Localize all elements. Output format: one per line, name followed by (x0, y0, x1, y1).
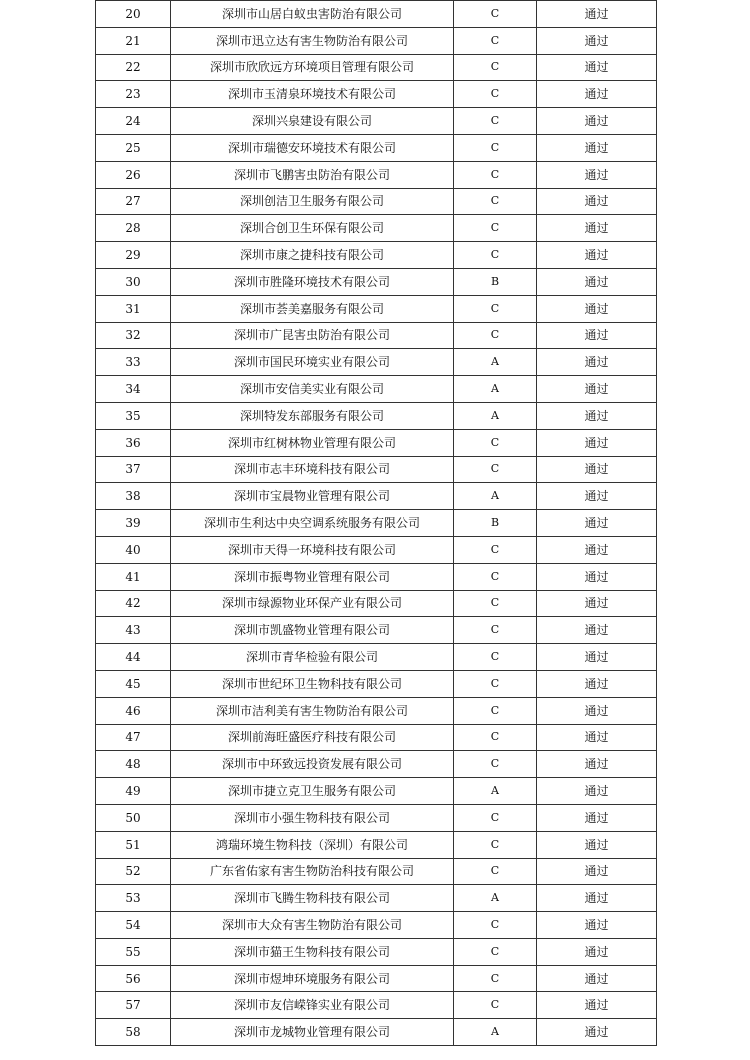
company-name-cell: 深圳市生利达中央空调系统服务有限公司 (171, 510, 454, 537)
company-name-cell: 深圳市国民环境实业有限公司 (171, 349, 454, 376)
row-number-cell: 24 (96, 108, 171, 135)
grade-cell: C (454, 536, 537, 563)
row-number-cell: 39 (96, 510, 171, 537)
row-number-cell: 27 (96, 188, 171, 215)
row-number-cell: 28 (96, 215, 171, 242)
grade-cell: A (454, 483, 537, 510)
grade-cell: C (454, 670, 537, 697)
result-cell: 通过 (537, 885, 657, 912)
grade-cell: C (454, 912, 537, 939)
grade-cell: C (454, 965, 537, 992)
grade-cell: C (454, 108, 537, 135)
result-cell: 通过 (537, 456, 657, 483)
result-cell: 通过 (537, 1019, 657, 1046)
result-cell: 通过 (537, 912, 657, 939)
grade-cell: C (454, 295, 537, 322)
table-row (96, 885, 657, 912)
company-name-cell: 深圳市龙城物业管理有限公司 (171, 1019, 454, 1046)
result-cell: 通过 (537, 670, 657, 697)
grade-cell: B (454, 510, 537, 537)
grade-cell: C (454, 456, 537, 483)
table-row (96, 215, 657, 242)
grade-cell: C (454, 188, 537, 215)
table-row (96, 429, 657, 456)
grade-cell: C (454, 617, 537, 644)
row-number-cell: 48 (96, 751, 171, 778)
result-cell: 通过 (537, 483, 657, 510)
company-name-cell: 深圳市广昆害虫防治有限公司 (171, 322, 454, 349)
company-name-cell: 深圳市志丰环境科技有限公司 (171, 456, 454, 483)
grade-cell: C (454, 161, 537, 188)
company-name-cell: 深圳市振粤物业管理有限公司 (171, 563, 454, 590)
row-number-cell: 22 (96, 54, 171, 81)
table-row (96, 322, 657, 349)
result-cell: 通过 (537, 563, 657, 590)
grade-cell: C (454, 724, 537, 751)
result-cell: 通过 (537, 965, 657, 992)
company-name-cell: 深圳市飞鹏害虫防治有限公司 (171, 161, 454, 188)
grade-cell: B (454, 268, 537, 295)
company-name-cell: 深圳兴泉建设有限公司 (171, 108, 454, 135)
table-row (96, 456, 657, 483)
grade-cell: A (454, 778, 537, 805)
result-cell: 通过 (537, 938, 657, 965)
table-row (96, 161, 657, 188)
table-row (96, 268, 657, 295)
result-cell: 通过 (537, 349, 657, 376)
table-row (96, 134, 657, 161)
company-name-cell: 深圳合创卫生环保有限公司 (171, 215, 454, 242)
grade-cell: C (454, 27, 537, 54)
result-cell: 通过 (537, 858, 657, 885)
company-name-cell: 深圳市世纪环卫生物科技有限公司 (171, 670, 454, 697)
grade-cell: C (454, 563, 537, 590)
row-number-cell: 35 (96, 402, 171, 429)
result-cell: 通过 (537, 751, 657, 778)
grade-cell: A (454, 1019, 537, 1046)
row-number-cell: 23 (96, 81, 171, 108)
grade-cell: C (454, 54, 537, 81)
grade-cell: C (454, 697, 537, 724)
row-number-cell: 49 (96, 778, 171, 805)
grade-cell: A (454, 885, 537, 912)
row-number-cell: 38 (96, 483, 171, 510)
result-cell: 通过 (537, 54, 657, 81)
result-cell: 通过 (537, 697, 657, 724)
table-row (96, 617, 657, 644)
result-cell: 通过 (537, 644, 657, 671)
table-body (96, 1, 657, 1046)
grade-cell: C (454, 831, 537, 858)
table-row (96, 54, 657, 81)
grade-cell: C (454, 644, 537, 671)
row-number-cell: 52 (96, 858, 171, 885)
grade-cell: C (454, 215, 537, 242)
row-number-cell: 56 (96, 965, 171, 992)
table-row (96, 751, 657, 778)
table-row (96, 510, 657, 537)
company-name-cell: 深圳市山居白蚁虫害防治有限公司 (171, 1, 454, 28)
company-name-cell: 深圳市洁利美有害生物防治有限公司 (171, 697, 454, 724)
grade-cell: C (454, 751, 537, 778)
row-number-cell: 45 (96, 670, 171, 697)
table-row (96, 1019, 657, 1046)
company-table-container (95, 0, 656, 1046)
row-number-cell: 21 (96, 27, 171, 54)
table-row (96, 483, 657, 510)
result-cell: 通过 (537, 242, 657, 269)
company-name-cell: 深圳市中环致远投资发展有限公司 (171, 751, 454, 778)
result-cell: 通过 (537, 215, 657, 242)
table-row (96, 536, 657, 563)
table-row (96, 1, 657, 28)
company-name-cell: 深圳市青华检验有限公司 (171, 644, 454, 671)
row-number-cell: 43 (96, 617, 171, 644)
grade-cell: A (454, 349, 537, 376)
row-number-cell: 31 (96, 295, 171, 322)
row-number-cell: 47 (96, 724, 171, 751)
company-name-cell: 深圳市宝晨物业管理有限公司 (171, 483, 454, 510)
company-name-cell: 深圳特发东部服务有限公司 (171, 402, 454, 429)
table-row (96, 938, 657, 965)
grade-cell: C (454, 134, 537, 161)
company-name-cell: 深圳市猫王生物科技有限公司 (171, 938, 454, 965)
result-cell: 通过 (537, 322, 657, 349)
company-name-cell: 深圳市凯盛物业管理有限公司 (171, 617, 454, 644)
table-row (96, 670, 657, 697)
grade-cell: C (454, 590, 537, 617)
result-cell: 通过 (537, 724, 657, 751)
table-row (96, 402, 657, 429)
company-name-cell: 深圳市天得一环境科技有限公司 (171, 536, 454, 563)
result-cell: 通过 (537, 81, 657, 108)
row-number-cell: 55 (96, 938, 171, 965)
table-row (96, 804, 657, 831)
result-cell: 通过 (537, 992, 657, 1019)
row-number-cell: 41 (96, 563, 171, 590)
company-table (95, 0, 657, 1046)
company-name-cell: 深圳前海旺盛医疗科技有限公司 (171, 724, 454, 751)
grade-cell: C (454, 1, 537, 28)
row-number-cell: 29 (96, 242, 171, 269)
grade-cell: C (454, 804, 537, 831)
company-name-cell: 深圳市安信美实业有限公司 (171, 376, 454, 403)
table-row (96, 108, 657, 135)
row-number-cell: 25 (96, 134, 171, 161)
result-cell: 通过 (537, 429, 657, 456)
grade-cell: C (454, 81, 537, 108)
table-row (96, 912, 657, 939)
result-cell: 通过 (537, 161, 657, 188)
table-row (96, 81, 657, 108)
company-name-cell: 深圳市胜隆环境技术有限公司 (171, 268, 454, 295)
result-cell: 通过 (537, 402, 657, 429)
row-number-cell: 37 (96, 456, 171, 483)
table-row (96, 376, 657, 403)
company-name-cell: 深圳市欣欣远方环境项目管理有限公司 (171, 54, 454, 81)
result-cell: 通过 (537, 376, 657, 403)
grade-cell: C (454, 858, 537, 885)
grade-cell: A (454, 376, 537, 403)
result-cell: 通过 (537, 268, 657, 295)
grade-cell: C (454, 429, 537, 456)
company-name-cell: 深圳市飞腾生物科技有限公司 (171, 885, 454, 912)
row-number-cell: 58 (96, 1019, 171, 1046)
row-number-cell: 44 (96, 644, 171, 671)
result-cell: 通过 (537, 804, 657, 831)
company-name-cell: 深圳市瑞德安环境技术有限公司 (171, 134, 454, 161)
company-name-cell: 深圳市小强生物科技有限公司 (171, 804, 454, 831)
result-cell: 通过 (537, 295, 657, 322)
result-cell: 通过 (537, 831, 657, 858)
row-number-cell: 36 (96, 429, 171, 456)
table-row (96, 697, 657, 724)
company-name-cell: 鸿瑞环境生物科技（深圳）有限公司 (171, 831, 454, 858)
company-name-cell: 深圳市康之捷科技有限公司 (171, 242, 454, 269)
result-cell: 通过 (537, 108, 657, 135)
grade-cell: A (454, 402, 537, 429)
table-row (96, 295, 657, 322)
table-row (96, 563, 657, 590)
grade-cell: C (454, 242, 537, 269)
table-row (96, 27, 657, 54)
grade-cell: C (454, 938, 537, 965)
row-number-cell: 51 (96, 831, 171, 858)
company-name-cell: 深圳市迅立达有害生物防治有限公司 (171, 27, 454, 54)
table-row (96, 858, 657, 885)
row-number-cell: 57 (96, 992, 171, 1019)
row-number-cell: 50 (96, 804, 171, 831)
company-name-cell: 深圳市玉清泉环境技术有限公司 (171, 81, 454, 108)
company-name-cell: 深圳市荟美嘉服务有限公司 (171, 295, 454, 322)
row-number-cell: 20 (96, 1, 171, 28)
table-row (96, 349, 657, 376)
table-row (96, 188, 657, 215)
table-row (96, 992, 657, 1019)
company-name-cell: 深圳市捷立克卫生服务有限公司 (171, 778, 454, 805)
table-row (96, 831, 657, 858)
result-cell: 通过 (537, 510, 657, 537)
table-row (96, 965, 657, 992)
row-number-cell: 30 (96, 268, 171, 295)
result-cell: 通过 (537, 134, 657, 161)
table-row (96, 724, 657, 751)
row-number-cell: 46 (96, 697, 171, 724)
result-cell: 通过 (537, 536, 657, 563)
company-name-cell: 深圳市煜坤环境服务有限公司 (171, 965, 454, 992)
company-name-cell: 深圳市友信嵘锋实业有限公司 (171, 992, 454, 1019)
result-cell: 通过 (537, 617, 657, 644)
table-row (96, 778, 657, 805)
company-name-cell: 深圳市绿源物业环保产业有限公司 (171, 590, 454, 617)
company-name-cell: 深圳市红树林物业管理有限公司 (171, 429, 454, 456)
company-name-cell: 深圳创洁卫生服务有限公司 (171, 188, 454, 215)
grade-cell: C (454, 322, 537, 349)
result-cell: 通过 (537, 188, 657, 215)
result-cell: 通过 (537, 27, 657, 54)
table-row (96, 644, 657, 671)
row-number-cell: 54 (96, 912, 171, 939)
result-cell: 通过 (537, 590, 657, 617)
result-cell: 通过 (537, 778, 657, 805)
table-row (96, 590, 657, 617)
row-number-cell: 26 (96, 161, 171, 188)
row-number-cell: 53 (96, 885, 171, 912)
result-cell: 通过 (537, 1, 657, 28)
row-number-cell: 32 (96, 322, 171, 349)
table-row (96, 242, 657, 269)
row-number-cell: 42 (96, 590, 171, 617)
row-number-cell: 40 (96, 536, 171, 563)
row-number-cell: 33 (96, 349, 171, 376)
row-number-cell: 34 (96, 376, 171, 403)
company-name-cell: 深圳市大众有害生物防治有限公司 (171, 912, 454, 939)
company-name-cell: 广东省佑家有害生物防治科技有限公司 (171, 858, 454, 885)
grade-cell: C (454, 992, 537, 1019)
